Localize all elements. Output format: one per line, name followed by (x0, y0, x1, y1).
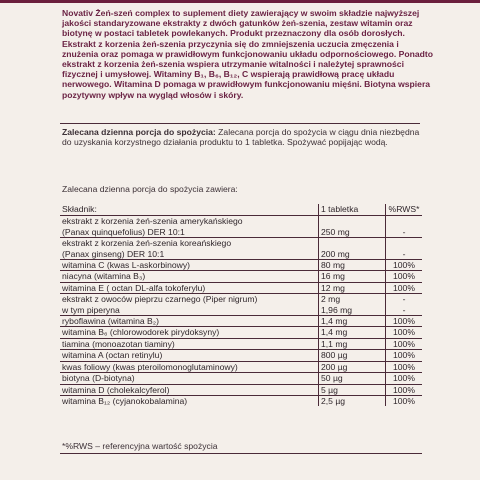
amount-cell (319, 327, 386, 338)
rws-value: 100% (393, 260, 415, 271)
dosage-text: Zalecana porcja do spożycia w ciągu dnia niezbędna do uzyskania korzystnego działania produktu to 1 tabletka. Spożywać popijając wodą. (62, 127, 420, 148)
amount-cell (319, 338, 386, 349)
ingredient-name: niacyna (witamina B₃) (62, 271, 146, 282)
rws-cell (386, 271, 423, 282)
amount-value: 1,1 mg (321, 338, 348, 349)
header-ingredient: Składnik: (60, 204, 319, 216)
ingredient-cell (60, 316, 319, 327)
product-description: Novativ Żeń-szeń complex to suplement diety zawierający w swoim składzie najwyższej jakości standaryzowane ekstrakty z dwóch gatunków żeń-szenia, zestaw witamin oraz biotynę w postaci tabletek powlekanych. Produkt przeznaczony dla osób dorosłych. Ekstrakt z korzenia żeń-szenia przyczynia się do zmniejszenia uczucia zmęczenia i znużenia oraz pomaga w prawidłowym funkcjonowaniu układu odpornościowego. Ponadto ekstrakt z korzenia żeń-szenia wspiera utrzymanie witalności i należytej sprawności fizycznej i umysłowej. Witaminy B₁, B₆, B₁₂, C wspierają prawidłową pracę układu nerwowego. Witamina D pomaga w prawidłowym funkcjonowaniu mięśni. Biotyna wspiera pozytywny wpływ na wygląd włosów i skóry. (62, 8, 433, 100)
header-amount: 1 tabletka (319, 204, 386, 216)
amount-value: 2,5 µg (321, 395, 346, 406)
ingredient-cell (60, 350, 319, 361)
amount-cell (319, 395, 386, 406)
ingredient-name: ekstrakt z owoców pieprzu czarnego (Piper nigrum) (62, 294, 258, 305)
amount-value: 1,4 mg (321, 316, 348, 327)
amount-cell (319, 238, 386, 260)
table-row (60, 350, 422, 361)
table-row (60, 395, 422, 406)
rws-value: 100% (393, 361, 415, 372)
table-row (60, 294, 422, 316)
ingredient-name-line2: w tym piperyna (62, 304, 120, 315)
rws-value: - (402, 294, 406, 305)
top-border (0, 0, 480, 3)
rws-cell (386, 294, 423, 316)
table-row (60, 238, 422, 260)
amount-value: 5 µg (321, 384, 338, 395)
ingredient-name: witamina A (octan retinylu) (62, 350, 163, 361)
amount-cell (319, 271, 386, 282)
table-row (60, 373, 422, 384)
divider (60, 123, 420, 124)
rws-cell (386, 373, 423, 384)
ingredient-name: kwas foliowy (kwas pteroilomonoglutaminowy) (62, 361, 238, 372)
rws-value: 100% (393, 316, 415, 327)
rws-cell (386, 361, 423, 372)
table-row (60, 316, 422, 327)
amount-value: 200 µg (321, 361, 348, 372)
ingredient-name: ryboflawina (witamina B₂) (62, 316, 159, 327)
table-row (60, 384, 422, 395)
rws-value: 100% (393, 338, 415, 349)
rws-value-line2: - (402, 304, 406, 315)
rws-value: 100% (393, 271, 415, 282)
table-row (60, 216, 422, 238)
table-row (60, 260, 422, 271)
rws-cell (386, 338, 423, 349)
ingredient-name: ekstrakt z korzenia żeń-szenia amerykańskiego (62, 216, 243, 227)
rws-cell (386, 260, 423, 271)
ingredient-cell (60, 384, 319, 395)
amount-cell (319, 260, 386, 271)
table-row (60, 282, 422, 293)
ingredient-name: witamina D (cholekalcyferol) (62, 384, 170, 395)
rws-value: 100% (393, 395, 415, 406)
ingredient-name-line2: (Panax ginseng) DER 10:1 (62, 248, 165, 259)
amount-value: 16 mg (321, 271, 345, 282)
rws-cell (386, 282, 423, 293)
rws-value: 100% (393, 384, 415, 395)
amount-value: 250 mg (321, 226, 350, 237)
rws-value: 100% (393, 282, 415, 293)
rws-cell (386, 216, 423, 238)
ingredient-cell (60, 260, 319, 271)
table-caption: Zalecana dzienna porcja do spożycia zawiera: (62, 184, 238, 194)
table-row (60, 271, 422, 282)
ingredient-cell (60, 361, 319, 372)
rws-value: 100% (393, 327, 415, 338)
rws-value: 100% (393, 350, 415, 361)
amount-value: 1,4 mg (321, 327, 348, 338)
amount-cell (319, 294, 386, 316)
table-row (60, 338, 422, 349)
ingredient-cell (60, 238, 319, 260)
rws-cell (386, 316, 423, 327)
amount-value: 12 mg (321, 282, 345, 293)
ingredient-name-line2: (Panax quinquefolius) DER 10:1 (62, 226, 185, 237)
table-row (60, 327, 422, 338)
amount-value-line2: 1,96 mg (321, 304, 353, 315)
ingredients-table (60, 204, 422, 406)
amount-cell (319, 361, 386, 372)
rws-cell (386, 350, 423, 361)
rws-value: - (402, 248, 406, 259)
amount-cell (319, 282, 386, 293)
amount-value: 800 µg (321, 350, 348, 361)
rws-value: 100% (393, 373, 415, 384)
amount-cell (319, 350, 386, 361)
amount-value: 200 mg (321, 248, 350, 259)
ingredient-name: tiamina (monoazotan tiaminy) (62, 338, 175, 349)
dosage-paragraph (62, 127, 422, 147)
footnote: *%RWS – referencyjna wartość spożycia (62, 441, 218, 451)
amount-cell (319, 216, 386, 238)
amount-value: 80 mg (321, 260, 345, 271)
dosage-label: Zalecana dzienna porcja do spożycia: (62, 127, 216, 137)
ingredient-name: witamina E ( octan DL-alfa tokoferylu) (62, 282, 206, 293)
amount-cell (319, 384, 386, 395)
amount-cell (319, 373, 386, 384)
ingredient-cell (60, 294, 319, 316)
ingredient-cell (60, 395, 319, 406)
amount-cell (319, 316, 386, 327)
rws-cell (386, 327, 423, 338)
amount-value: 50 µg (321, 373, 343, 384)
ingredient-cell (60, 338, 319, 349)
table-row (60, 361, 422, 372)
ingredient-name: witamina B₁₂ (cyjanokobalamina) (62, 395, 188, 406)
header-rws: %RWS* (386, 204, 423, 216)
ingredient-name: witamina B₆ (chlorowodorek pirydoksyny) (62, 327, 220, 338)
rws-cell (386, 384, 423, 395)
amount-value: 2 mg (321, 294, 341, 305)
bottom-rule (60, 453, 422, 454)
ingredient-name: ekstrakt z korzenia żeń-szenia koreańskiego (62, 238, 232, 249)
rws-cell (386, 238, 423, 260)
ingredient-name: biotyna (D-biotyna) (62, 373, 135, 384)
ingredient-name: witamina C (kwas L-askorbinowy) (62, 260, 190, 271)
ingredient-cell (60, 216, 319, 238)
ingredient-cell (60, 271, 319, 282)
rws-value: - (402, 226, 406, 237)
ingredient-cell (60, 373, 319, 384)
ingredient-cell (60, 282, 319, 293)
rws-cell (386, 395, 423, 406)
ingredient-cell (60, 327, 319, 338)
